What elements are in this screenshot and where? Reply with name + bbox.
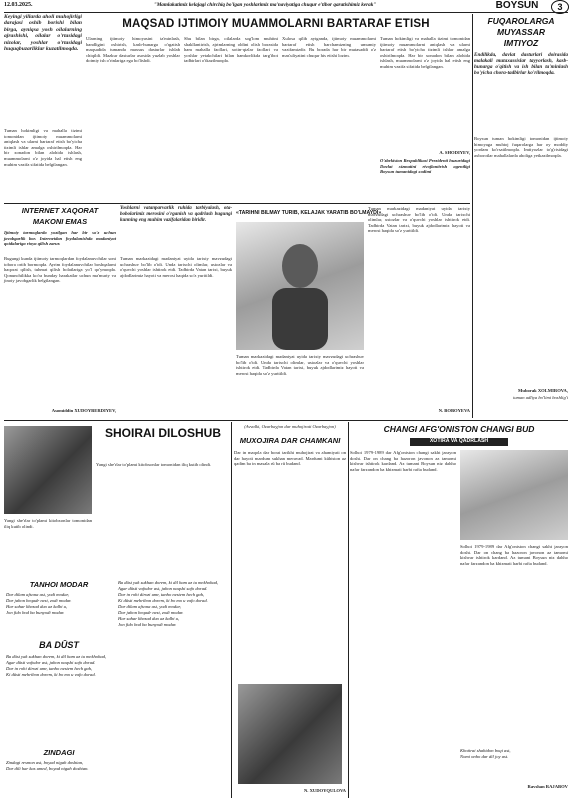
bottom-mid-headline: MUXOJIRA DAR CHAMKANI [239, 436, 341, 445]
top-article-headline: MAQSAD IJTIMOIY MUAMMOLARNI BARTARAF ETISH [122, 18, 430, 30]
center-article-headline: «TARIHNI BILMAY TURIB, KELAJAK YARATIB BO'LMAYDI» [236, 210, 382, 216]
top-article-author-title: O'zbekiston Respublikasi Prezidenti huzuridagi Davlat xizmatini rivojlantirish agentligi Boysun tumanidagi xodimi [380, 158, 470, 175]
center-article-col1: Tuman markazidagi madaniyat uyida tarixiy mavzudagi uchrashuv bo'lib o'tdi. Unda tarixchi olimlar, ustozlar va o'quvchi yoshlar ishtirok etdi. Tadbirda Vatan tarixi, buyuk ajdodlarimiz hayoti va merosi haqida so'z yuritildi. [120, 256, 232, 278]
poet-photo [4, 426, 92, 514]
poem-2-line: Ki dūsti mehribon dorem, ki bo mo u vafo dorad. [6, 672, 96, 677]
poem-1-line: Jon fido bod ba bunyodi modar. [6, 610, 65, 615]
portrait-photo-graphic [236, 222, 364, 350]
poem-3-line: Zindagi resmon ast, boyad nigah doshtan, [6, 760, 84, 765]
bottom-right-col2: Solhoi 1979-1989 dar Afg'oniston changi sakht jarayon dosht. Dar on chang ba hazoron javonon az tamomi kishvar ishtirok kardand. Az tumani Boysun niz dahho nafar farzandon ba khizmati harbi rafta budand. [460, 544, 568, 566]
top-article [4, 14, 470, 202]
poem-4-line: Ki dūsti mehribon dorem, ki bo mo u vafo dorad. [118, 598, 208, 603]
left-mid-headline-2: MAKONI EMAS [32, 217, 88, 226]
poem-4-line: Dar dilam afsona ast, yodi modar, [118, 604, 181, 609]
right-article-author: Muborak XOLMIROVA, [518, 388, 568, 393]
center-article-lead: Yoshlarni vatanparvarlik ruhida tarbiyalash, ota-bobolarimiz merosini o'rganish va qadrlash bugungi kunning eng muhim vazifalaridan biridir. [120, 206, 232, 223]
poem-2-line: Ba dūst yak sukhan dorem, ki dil ham az tu mekhohad, [6, 654, 107, 659]
bottom-left-headline: SHOIRAI DILOSHUB [104, 426, 221, 440]
right-headline-3: IMTIYOZ [503, 38, 539, 48]
bottom-right-poem-line: Khotirai shahidon boqi ast, [460, 748, 511, 753]
poem-4 [118, 580, 230, 796]
poem-4-line: Ba dūst yak sukhan dorem, ki dil ham az tu mekhohad, [118, 580, 219, 585]
veterans-photo [460, 450, 568, 540]
bottom-right-poem-line: Nomi onho dar dil joy ast. [460, 754, 509, 759]
right-column-rule [472, 14, 473, 418]
top-article-author: A. SHODIYEV, [439, 150, 470, 155]
poem-2 [6, 654, 114, 744]
right-headline-2: MUYASSAR [496, 27, 545, 37]
header-tagline: "Mamlakatimiz kelajagi chirchiq bo'lgan yoshlarimiz ma'naviyatiga chuqur e'tibor qaratishimiz kerak" [153, 2, 377, 8]
poem-1-line: Har sahar khezad duo az kalbi u, [6, 604, 68, 609]
portrait-photo [236, 222, 364, 350]
center-article-col3: Tuman markazidagi madaniyat uyida tarixiy mavzudagi uchrashuv bo'lib o'tdi. Unda tarixchi olimlar, ustozlar va o'quvchi yoshlar ishtirok etdi. Tadbirda Vatan tarixi, buyuk ajdodlarimiz hayoti va merosi haqida so'z yuritildi. [368, 206, 470, 234]
bottom-rule-2 [348, 422, 349, 798]
right-article-body: Boysun tuman hokimligi tomonidan ijtimoiy himoyaga muhtoj fuqarolarga har oy moddiy yordam ko'rsatilmoqda. Imtiyozlar to'g'risidagi axborotlar mahallalarda aholiga yetkazilmoqda. [474, 136, 568, 158]
bottom-right-poem [460, 748, 568, 778]
poem-title-1: TANHOI MODAR [29, 580, 89, 589]
left-mid-author: Asomiddin XUDOYBERDIYEV, [51, 408, 116, 413]
top-article-col4: Xulosa qilib aytganda, ijtimoiy muammolarni bartaraf etish barchamizning umumiy vazifamizdir. Bu borada har bir mutasaddi o'z mas'uliyatini chuqur his etishi lozim. [282, 36, 376, 58]
poem-title-3: ZINDAGI [43, 748, 75, 757]
left-mid-headline-1: INTERNET XAQORAT [21, 206, 99, 215]
bottom-mid-small-head: (Avvalki, Ozarbayjon dar muhojirati Ozarbayjon) [244, 424, 336, 429]
bottom-left-intro: Yangi she'rlar to'plami kitobxonlar tomonidan iliq kutib olindi. [4, 518, 92, 529]
poem-2-line: Dar in rohi dirozi umr, tanho nestem hech gah, [6, 666, 93, 671]
poem-1-line: Dar dilam afsona ast, yodi modar, [6, 592, 69, 597]
right-article-lead: Endilikda, davlat dasturlari doirasida malakali mutaxassislar tayyorlash, kasb-hunarga o'qitish va ish bilan ta'minlash bo'yicha chora-tadbirlar ko'rilmoqda. [474, 52, 568, 76]
left-mid-article [4, 206, 116, 418]
poem-2-line: Agar dūsti vafodor ast, jahon naqshi safo dorad. [6, 660, 96, 665]
right-headline-1: FUQAROLARGA [487, 16, 555, 26]
poem-4-line: Dar in rohi dirozi umr, tanho nestem hech gah, [118, 592, 205, 597]
poem-4-line: Har sahar khezad duo az kalbi u, [118, 616, 180, 621]
bottom-right-subhead: XOTIRA VA QADRLASH [410, 438, 508, 446]
poem-4-line: Dar jahon beqadr nest, zodi modar. [118, 610, 184, 615]
right-article [474, 14, 568, 418]
poem-title-2: BA DŪST [39, 640, 79, 650]
top-article-col5: Tuman hokimligi va mahalla tizimi tomonidan ijtimoiy muammolarni aniqlash va ularni bartaraf etish bo'yicha tizimli ishlar amalga oshirilmoqda. Har bir xonadon bilan alohida ishlash, muammolarni o'z joyida hal etish eng muhim vazifa sifatida belgilangan. [380, 36, 470, 69]
left-mid-lead: Ijtimoiy tarmoqlarda yozilgan har bir so'z uchun javobgarlik bor. Internetdan foydalanishda madaniyat qoidalariga rioya qilish zarur. [4, 230, 116, 247]
bottom-mid-article [234, 422, 346, 800]
header-rule [4, 12, 568, 13]
top-article-col2: Ularning ijtimoiy himoyasini ta'minlash, bandligini oshirish, kasb-hunarga o'rgatish maqsadida tumanda maxsus dasturlar ishlab chiqildi. Mazkur dasturlar asosida yuzlab yoshlar doimiy ish o'rinlariga ega bo'lishdi. [86, 36, 180, 64]
bottom-right-article [350, 422, 568, 800]
bottom-right-headline: CHANGI AFG'ONISTON CHANGI BUD [383, 424, 535, 434]
left-mid-body: Bugungi kunda ijtimoiy tarmoqlardan foydalanuvchilar soni tobora ortib bormoqda. Ayrim foydalanuvchilar boshqalarni haqorat qilish, tuhmat qilish holatlariga yo'l qo'ymoqda. Qonunchilikka ko'ra bunday harakatlar uchun ma'muriy va jinoiy javobgarlik belgilangan. [4, 256, 116, 284]
center-article-col2: Tuman markazidagi madaniyat uyida tarixiy mavzudagi uchrashuv bo'lib o'tdi. Unda tarixchi olimlar, ustozlar va o'quvchi yoshlar ishtirok etdi. Tadbirda Vatan tarixi, buyuk ajdodlarimiz hayoti va merosi haqida so'z yuritildi. [236, 354, 364, 376]
page-number: 3 [551, 0, 569, 14]
poem-4-line: Jon fido bod ba bunyodi modar. [118, 622, 177, 627]
top-article-col1: Tuman hokimligi va mahalla tizimi tomonidan ijtimoiy muammolarni aniqlash va ularni bartaraf etish bo'yicha tizimli ishlar amalga oshirilmoqda. Har bir xonadon bilan alohida ishlash, muammolarni o'z joyida hal etish eng muhim vazifa sifatida belgilangan. [4, 128, 82, 167]
author-photo [238, 684, 342, 784]
bottom-rule-1 [231, 422, 232, 798]
poem-4-line: Agar dūsti vafodor ast, jahon naqshi safo dorad. [118, 586, 208, 591]
middle-section-rule [4, 420, 568, 421]
top-section-rule [4, 203, 470, 204]
top-article-lead: Keyingi yillarda aholi muhojirligi darajasi oshib borishi bilan birga, ayniqsa yosh oilalarning ajrashishi, oilalar o'rtasidagi nizolar, yoshlar o'rtasidagi huquqbuzarliklar kuzatilmoqda. [4, 14, 82, 53]
right-article-author-title: tuman adliya bo'limi boshlig'i [513, 395, 568, 400]
bottom-right-author: Ravshan RAJABOV [527, 784, 568, 789]
bottom-left-body: Yangi she'rlar to'plami kitobxonlar tomonidan iliq kutib olindi. [96, 462, 212, 467]
bottom-mid-body: Dar in maqola dar borai tarikhi muhojirat va ahamiyati on dar hayoti mardum sukhan meravad. Mardumi kūhiston az qadim ba in masala rū ba rū budand. [234, 450, 346, 467]
bottom-left-article [4, 422, 230, 800]
bottom-mid-author: N. XUDOYQULOVA [303, 788, 346, 793]
poem-3 [6, 760, 114, 796]
poem-1 [6, 592, 114, 632]
paper-name: BOYSUN [495, 0, 539, 11]
header-date: 12.03.2025. [4, 2, 33, 8]
bottom-right-col1: Solhoi 1979-1989 dar Afg'oniston changi sakht jarayon dosht. Dar on chang ba hazoron javonon az tamomi kishvar ishtirok kardand. Az tumani Boysun niz dahho nafar farzandon ba khizmati harbi rafta budand. [350, 450, 456, 472]
poem-1-line: Dar jahon beqadr nest, zodi modar. [6, 598, 72, 603]
top-article-col3: Shu bilan birga, oilalarda sog'lom muhitni shakllantirish, ajrimlarning oldini olish borasida ham mahalla faollari, xotin-qizlar faollari va yoshlar yetakchilari bilan hamkorlikda targ'ibot tadbirlari o'tkazilmoqda. [184, 36, 278, 64]
center-article [120, 206, 470, 418]
poem-3-line: Dar dili har kas umed, boyad nigah doshtan. [6, 766, 89, 771]
center-article-author: N. BOBOYEVA [438, 408, 470, 413]
